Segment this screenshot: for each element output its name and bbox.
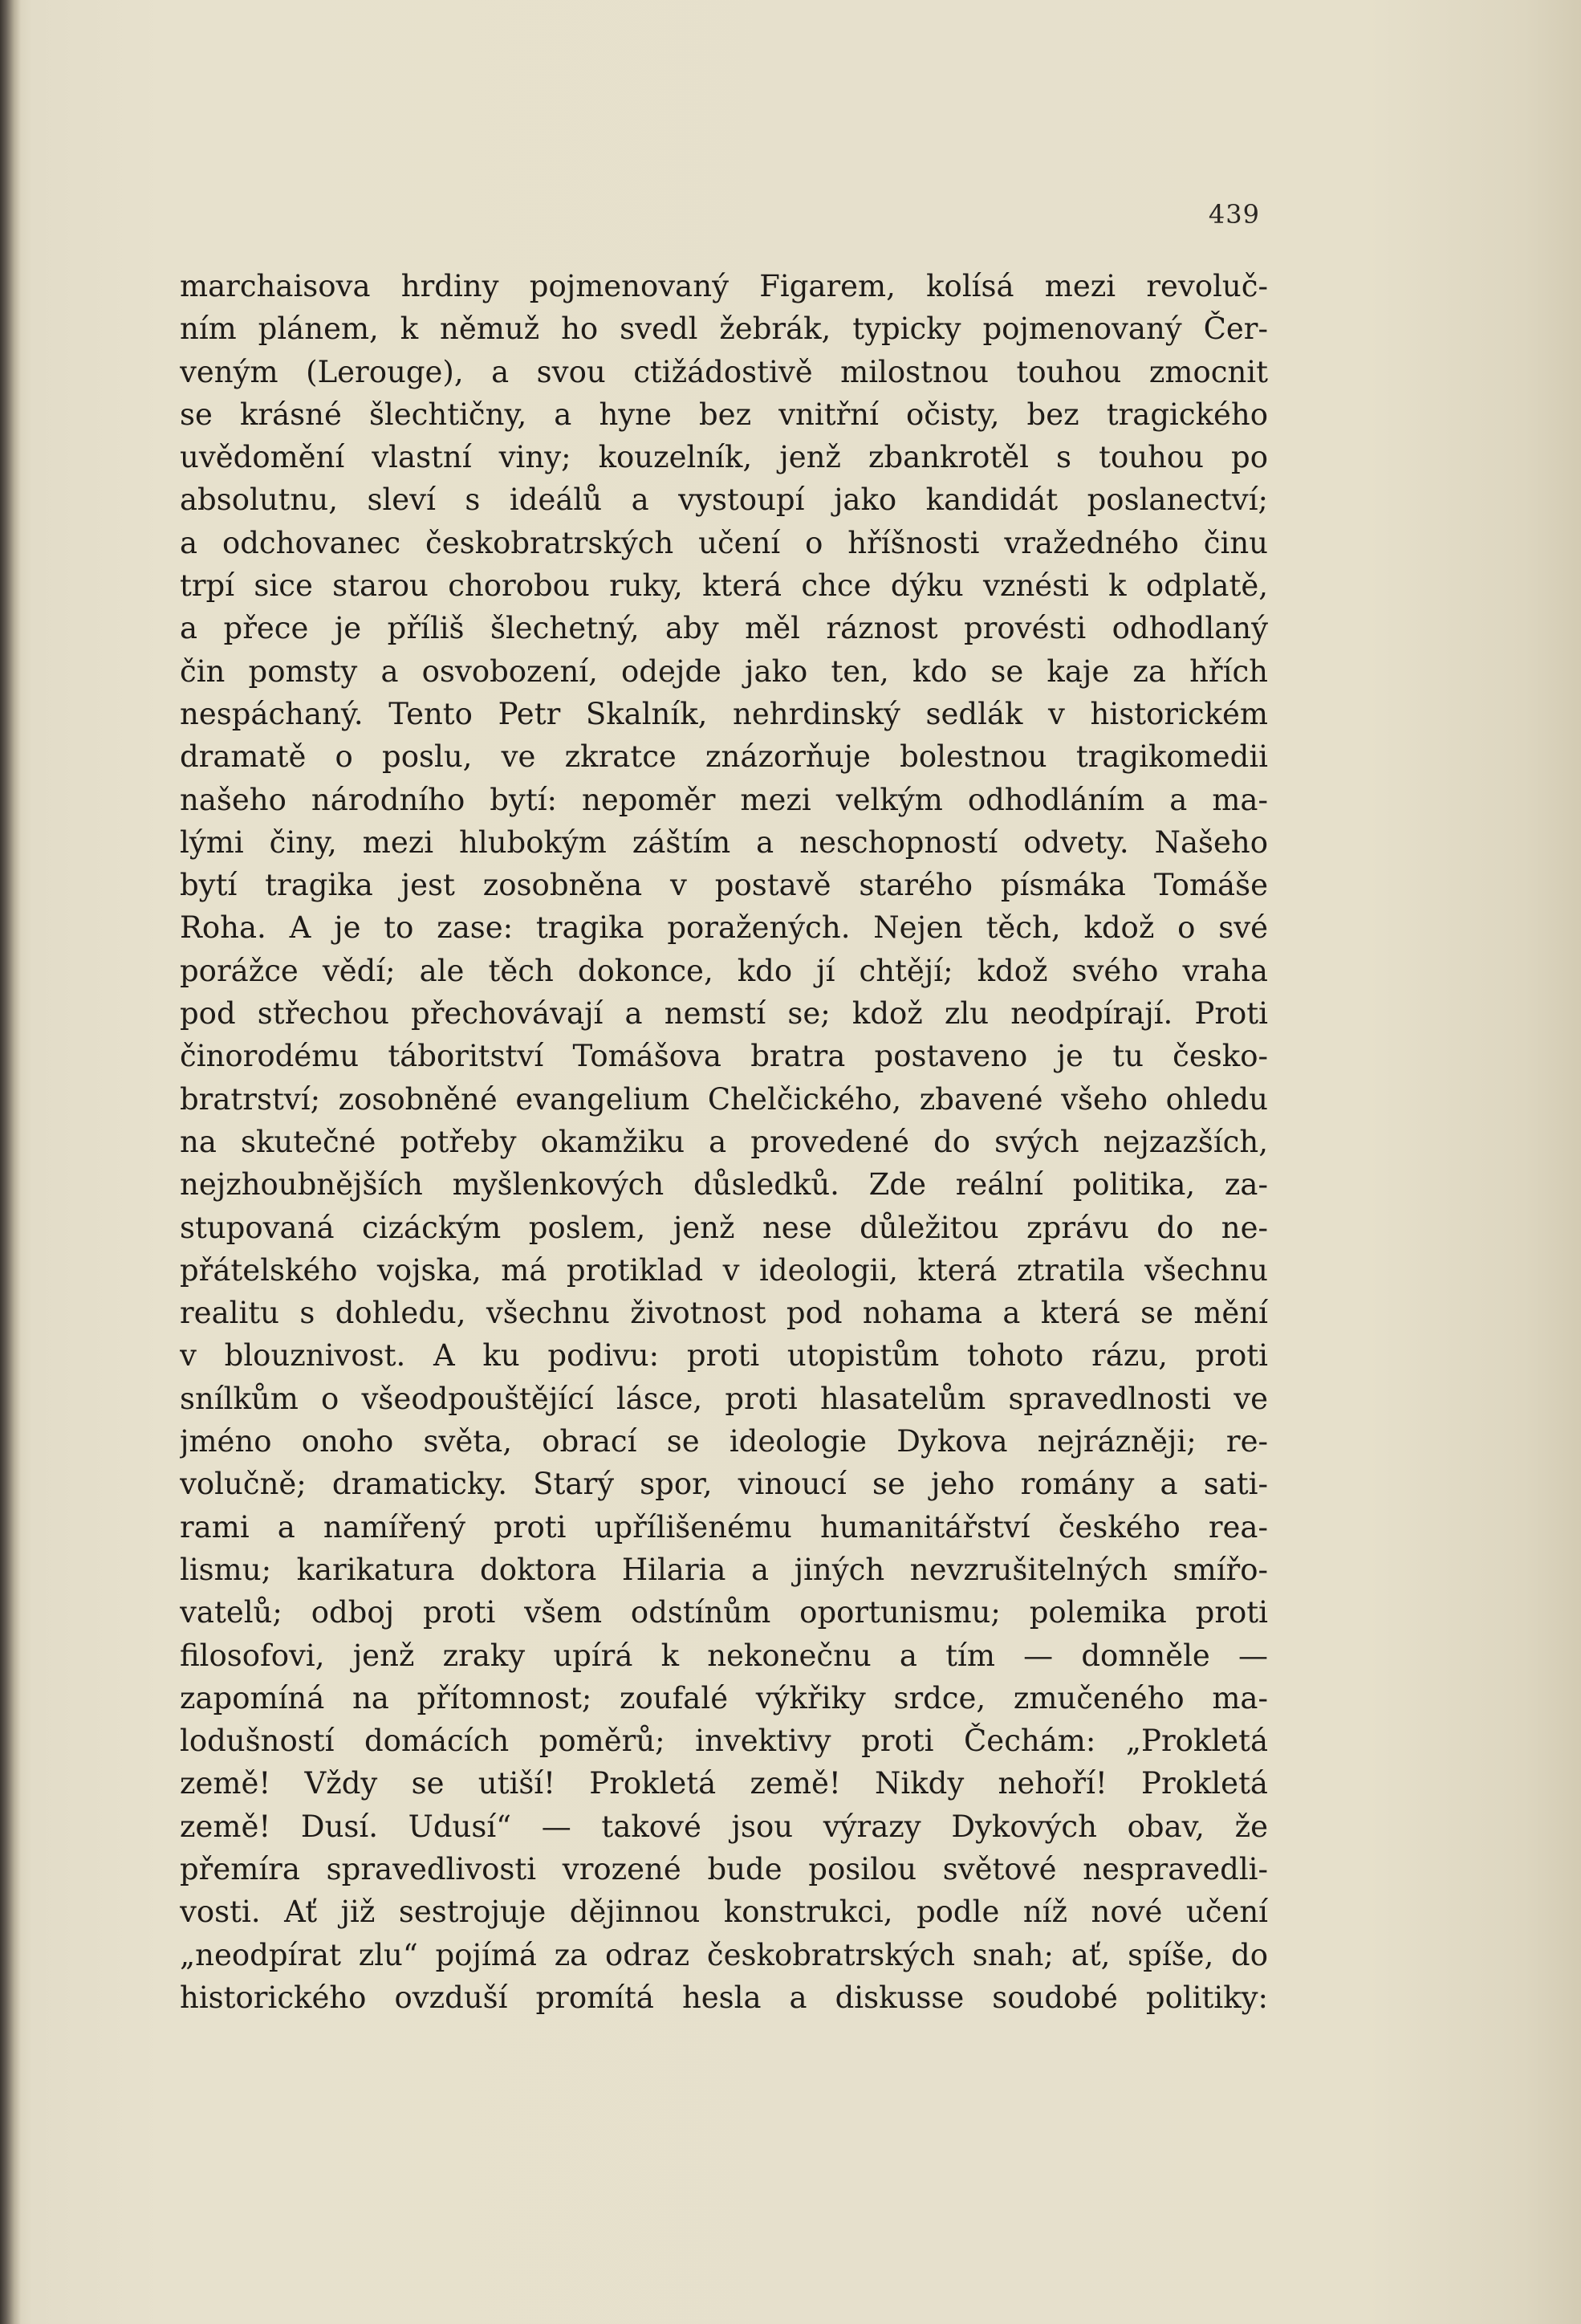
text-line: a přece je příliš šlechetný, aby měl ráznost provésti odhodlaný (180, 611, 1268, 646)
text-line: lými činy, mezi hlubokým záštím a neschopností odvety. Našeho (180, 824, 1268, 860)
text-line: jméno onoho světa, obrací se ideologie Dykova nejrázněji; re- (180, 1424, 1268, 1459)
text-line: volučně; dramaticky. Starý spor, vinoucí se jeho romány a sati- (180, 1467, 1268, 1502)
text-line: Roha. A je to zase: tragika poražených. Nejen těch, kdož o své (180, 910, 1268, 946)
text-line: bytí tragika jest zosobněna v postavě starého písmáka Tomáše (180, 868, 1268, 903)
text-line: zapomíná na přítomnost; zoufalé výkřiky srdce, zmučeného ma- (180, 1680, 1268, 1716)
text-line: bratrství; zosobněné evangelium Chelčického, zbavené všeho ohledu (180, 1081, 1268, 1117)
page-number: 439 (1208, 199, 1260, 230)
text-line: absolutnu, sleví s ideálů a vystoupí jako kandidát poslanectví; (180, 482, 1268, 518)
text-line: dramatě o poslu, ve zkratce znázorňuje bolestnou tragikomedii (180, 739, 1268, 775)
text-line: přátelského vojska, má protiklad v ideologii, která ztratila všechnu (180, 1252, 1268, 1288)
text-line: snílkům o všeodpouštějící lásce, proti hlasatelům spravedlnosti ve (180, 1381, 1268, 1416)
text-line: na skutečné potřeby okamžiku a provedené do svých nejzazších, (180, 1124, 1268, 1159)
text-line: rami a namířený proti upřílišenému humanitářství českého rea- (180, 1509, 1268, 1545)
text-line: lismu; karikatura doktora Hilaria a jiných nevzrušitelných smířo- (180, 1552, 1268, 1587)
text-line: marchaisova hrdiny pojmenovaný Figarem, kolísá mezi revoluč- (180, 269, 1268, 303)
text-line: ním plánem, k němuž ho svedl žebrák, typicky pojmenovaný Čer- (180, 311, 1268, 347)
text-line: trpí sice starou chorobou ruky, která chce dýku vznésti k odplatě, (180, 568, 1268, 604)
text-line: a odchovanec českobratrských učení o hříšnosti vražedného činu (180, 525, 1268, 560)
text-line: lodušností domácích poměrů; invektivy proti Čechám: „Prokletá (180, 1724, 1268, 1759)
text-line: v blouznivost. A ku podivu: proti utopistům tohoto rázu, proti (180, 1338, 1268, 1374)
binding-shadow (0, 0, 21, 2324)
text-line: země! Vždy se utiší! Prokletá země! Nikdy nehoří! Prokletá (180, 1766, 1268, 1801)
text-line: veným (Lerouge), a svou ctižádostivě milostnou touhou zmocnit (180, 354, 1268, 389)
text-line: našeho národního bytí: nepoměr mezi velkým odhodláním a ma- (180, 782, 1268, 817)
text-line: historického ovzduší promítá hesla a diskusse soudobé politiky: (180, 1980, 1268, 2015)
text-line: se krásné šlechtičny, a hyne bez vnitřní očisty, bez tragického (180, 397, 1268, 432)
text-line: uvědomění vlastní viny; kouzelník, jenž zbankrotěl s touhou po (180, 440, 1268, 475)
text-line: čin pomsty a osvobození, odejde jako ten, kdo se kaje za hřích (180, 653, 1268, 689)
text-line: nespáchaný. Tento Petr Skalník, nehrdinský sedlák v historickém (180, 696, 1268, 731)
text-line: filosofovi, jenž zraky upírá k nekonečnu a tím — domněle — (180, 1638, 1268, 1673)
text-line: pod střechou přechovávají a nemstí se; kdož zlu neodpírají. Proti (180, 996, 1268, 1032)
text-line: realitu s dohledu, všechnu životnost pod nohama a která se mění (180, 1296, 1268, 1331)
text-line: vatelů; odboj proti všem odstínům oportunismu; polemika proti (180, 1595, 1268, 1630)
text-line: porážce vědí; ale těch dokonce, kdo jí chtějí; kdož svého vraha (180, 953, 1268, 988)
text-line: země! Dusí. Udusí“ — takové jsou výrazy Dykových obav, že (180, 1809, 1268, 1844)
text-line: vosti. Ať již sestrojuje dějinnou konstrukci, podle níž nové učení (180, 1895, 1268, 1930)
text-line: přemíra spravedlivosti vrozené bude posilou světové nespravedli- (180, 1851, 1268, 1886)
text-line: činorodému táboritství Tomášova bratra postaveno je tu česko- (180, 1039, 1268, 1074)
text-line: nejzhoubnějších myšlenkových důsledků. Zde reální politika, za- (180, 1167, 1268, 1203)
text-line: stupovaná cizáckým poslem, jenž nese důležitou zprávu do ne- (180, 1210, 1268, 1245)
body-text (180, 265, 1268, 2019)
text-line: „neodpírat zlu“ pojímá za odraz českobratrských snah; ať, spíše, do (180, 1937, 1268, 1972)
